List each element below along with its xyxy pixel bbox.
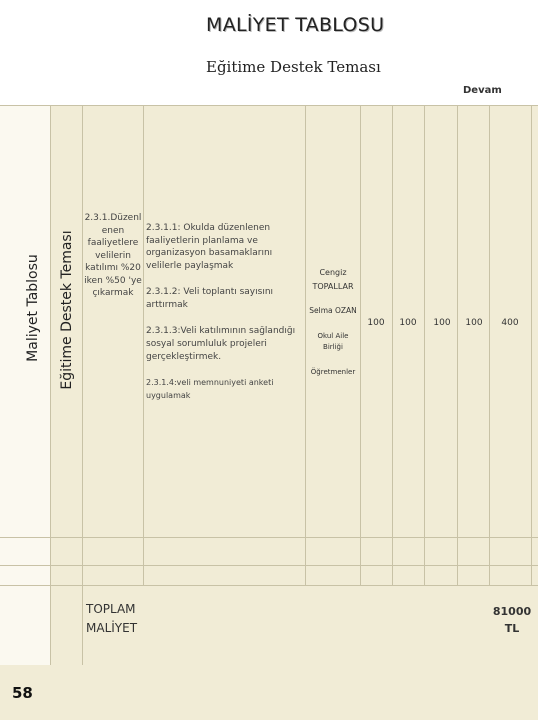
objective-2-3-1-4 xyxy=(146,377,304,402)
total-value-line: 81000 xyxy=(492,605,532,618)
grid-line xyxy=(143,105,144,585)
cost-value: 100 xyxy=(367,318,385,328)
objective-line: arttırmak xyxy=(146,299,188,310)
responsible-name: Cengiz xyxy=(319,268,347,277)
grid-line xyxy=(360,105,361,585)
side-label-cost-table: Maliyet Tablosu xyxy=(25,254,41,362)
total-cost-label xyxy=(86,600,137,638)
cost-total-value: 400 xyxy=(501,318,519,328)
objective-line: 2.3.1.3:Veli katılımının sağlandığı xyxy=(146,326,296,336)
goal-cell xyxy=(83,212,143,300)
objective-line: velilerle paylaşmak xyxy=(146,260,234,271)
objective-line: organizasyon basamaklarını xyxy=(146,248,273,258)
grid-line xyxy=(0,537,538,538)
page-number: 58 xyxy=(12,684,33,702)
grid-line xyxy=(0,565,538,566)
total-label-line: TOPLAM xyxy=(86,602,136,616)
goal-line: katılımı %20 xyxy=(85,263,141,273)
objective-2-3-1-3 xyxy=(146,325,304,364)
grid-line xyxy=(424,105,425,585)
cost-value: 100 xyxy=(433,318,451,328)
total-label-line: MALİYET xyxy=(86,621,138,635)
grid-line xyxy=(489,105,490,585)
objective-line: faaliyetlerin planlama ve xyxy=(146,235,258,246)
goal-line: faaliyetlere xyxy=(87,238,139,248)
responsible-name: TOPALLAR xyxy=(312,282,354,291)
total-value-line: TL xyxy=(504,622,520,635)
objective-2-3-1-1 xyxy=(146,222,304,272)
responsible-name: Okul Aile xyxy=(317,332,349,340)
grid-line xyxy=(82,105,83,665)
grid-line xyxy=(392,105,393,585)
continued-label: Devam xyxy=(463,85,502,96)
page-number-box xyxy=(0,668,40,720)
objective-line: gerçekleştirmek. xyxy=(146,352,222,362)
objective-line: 2.3.1.2: Veli toplantı sayısını xyxy=(146,287,274,297)
goal-line: iken %50 'ye xyxy=(84,275,142,286)
cost-value: 100 xyxy=(399,318,417,328)
grid-line xyxy=(457,105,458,585)
responsible-name: Selma OZAN xyxy=(309,306,357,315)
goal-line: enen xyxy=(101,225,125,236)
objective-line: uygulamak xyxy=(146,390,191,400)
grid-line xyxy=(50,105,51,665)
grid-line xyxy=(531,105,532,585)
objective-line: 2.3.1.1: Okulda düzenlenen xyxy=(146,223,271,233)
cost-value: 100 xyxy=(465,318,483,328)
total-cost-value xyxy=(490,603,534,637)
page-title: MALİYET TABLOSU xyxy=(206,14,385,36)
goal-line: velilerin xyxy=(95,250,131,261)
grid-line xyxy=(0,105,538,106)
page-subtitle: Eğitime Destek Teması xyxy=(206,58,381,76)
objective-line: 2.3.1.4:veli memnuniyeti anketi xyxy=(146,378,274,387)
side-label-theme: Eğitime Destek Teması xyxy=(59,230,75,390)
objective-line: sosyal sorumluluk projeleri xyxy=(146,339,267,349)
objective-2-3-1-2 xyxy=(146,286,304,311)
responsible-name: Birliği xyxy=(323,343,343,351)
responsible-name: Öğretmenler xyxy=(310,368,356,376)
grid-line xyxy=(0,585,538,586)
goal-line: çıkarmak xyxy=(92,288,134,298)
goal-line: 2.3.1.Düzenl xyxy=(84,213,142,223)
